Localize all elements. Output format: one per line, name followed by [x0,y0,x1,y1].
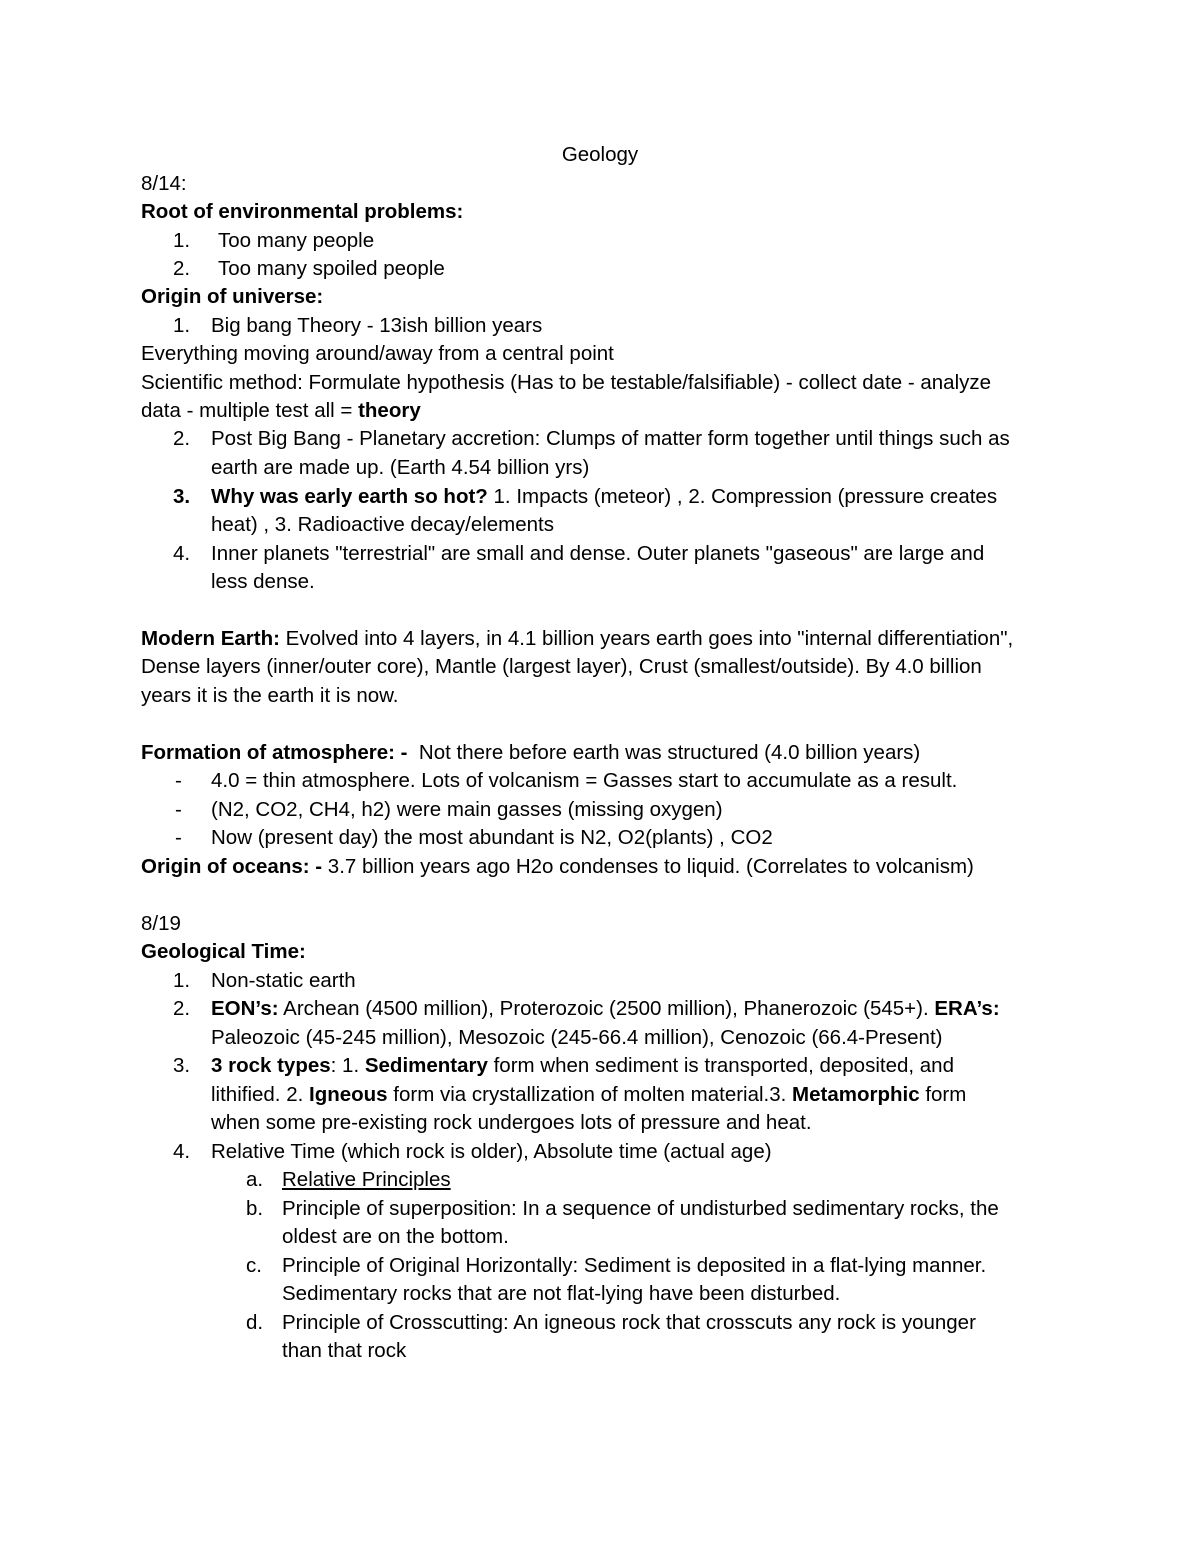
list-item: Inner planets "terrestrial" are small and dense. Outer planets "gaseous" are large and [211,542,985,565]
list-item: EON’s: Archean (4500 million), Proterozoic (2500 million), Phanerozoic (545+). ERA’s: [211,997,1000,1020]
list-item: Why was early earth so hot? 1. Impacts (meteor) , 2. Compression (pressure creates [211,485,998,508]
sublist-letter: d. [246,1311,264,1334]
list-item: Relative Time (which rock is older), Absolute time (actual age) [211,1140,772,1163]
section-heading: Root of environmental problems: [141,200,464,223]
list-item-continuation: earth are made up. (Earth 4.54 billion yrs) [211,456,590,479]
bullet-dash: - [175,769,182,792]
sublist-letter: b. [246,1197,264,1220]
list-number: 4. [173,542,191,565]
sublist-item-continuation: than that rock [282,1339,407,1362]
sublist-item: Principle of Original Horizontally: Sediment is deposited in a flat-lying manner. [282,1254,987,1277]
bullet-dash: - [175,826,182,849]
sublist-item-continuation: Sedimentary rocks that are not flat-lying have been disturbed. [282,1282,841,1305]
section-heading: Geological Time: [141,940,306,963]
sublist-item: Relative Principles [282,1168,451,1191]
paragraph-line: Formation of atmosphere: - Not there before earth was structured (4.0 billion years) [141,741,921,764]
list-item: Too many spoiled people [218,257,445,280]
list-number: 1. [173,969,191,992]
paragraph-line: data - multiple test all = theory [141,399,421,422]
list-item: Too many people [218,229,375,252]
list-number: 3. [173,485,191,508]
section-heading: Origin of universe: [141,285,324,308]
paragraph-line: Origin of oceans: - 3.7 billion years ago H2o condenses to liquid. (Correlates to volcanism) [141,855,974,878]
sublist-item: Principle of superposition: In a sequence of undisturbed sedimentary rocks, the [282,1197,999,1220]
paragraph-line: years it is the earth it is now. [141,684,399,707]
list-number: 3. [173,1054,191,1077]
list-number: 2. [173,427,191,450]
list-number: 2. [173,257,191,280]
date-heading: 8/19 [141,912,181,935]
list-item: Non-static earth [211,969,356,992]
list-item-continuation: heat) , 3. Radioactive decay/elements [211,513,554,536]
list-item: Now (present day) the most abundant is N2, O2(plants) , CO2 [211,826,773,849]
paragraph-line: Scientific method: Formulate hypothesis (Has to be testable/falsifiable) - collect date - analyze [141,371,992,394]
list-item: Post Big Bang - Planetary accretion: Clumps of matter form together until things such as [211,427,1010,450]
list-item: Big bang Theory - 13ish billion years [211,314,543,337]
list-item: 4.0 = thin atmosphere. Lots of volcanism = Gasses start to accumulate as a result. [211,769,958,792]
list-number: 2. [173,997,191,1020]
sublist-item: Principle of Crosscutting: An igneous rock that crosscuts any rock is younger [282,1311,976,1334]
list-item-continuation: when some pre-existing rock undergoes lots of pressure and heat. [211,1111,812,1134]
list-number: 1. [173,229,191,252]
paragraph-line: Modern Earth: Evolved into 4 layers, in 4.1 billion years earth goes into "internal differentiation", [141,627,1014,650]
paragraph-line: Everything moving around/away from a central point [141,342,614,365]
list-item: (N2, CO2, CH4, h2) were main gasses (missing oxygen) [211,798,723,821]
paragraph-line: Dense layers (inner/outer core), Mantle (largest layer), Crust (smallest/outside). By 4.0 billion [141,655,982,678]
list-item-continuation: Paleozoic (45-245 million), Mesozoic (245-66.4 million), Cenozoic (66.4-Present) [211,1026,943,1049]
sublist-item-continuation: oldest are on the bottom. [282,1225,509,1248]
list-item-continuation: lithified. 2. Igneous form via crystallization of molten material.3. Metamorphic form [211,1083,967,1106]
sublist-letter: c. [246,1254,262,1277]
list-item-continuation: less dense. [211,570,315,593]
list-number: 4. [173,1140,191,1163]
list-item: 3 rock types: 1. Sedimentary form when sediment is transported, deposited, and [211,1054,954,1077]
list-number: 1. [173,314,191,337]
page-title: Geology [561,143,639,166]
sublist-letter: a. [246,1168,264,1191]
date-heading: 8/14: [141,172,187,195]
bullet-dash: - [175,798,182,821]
